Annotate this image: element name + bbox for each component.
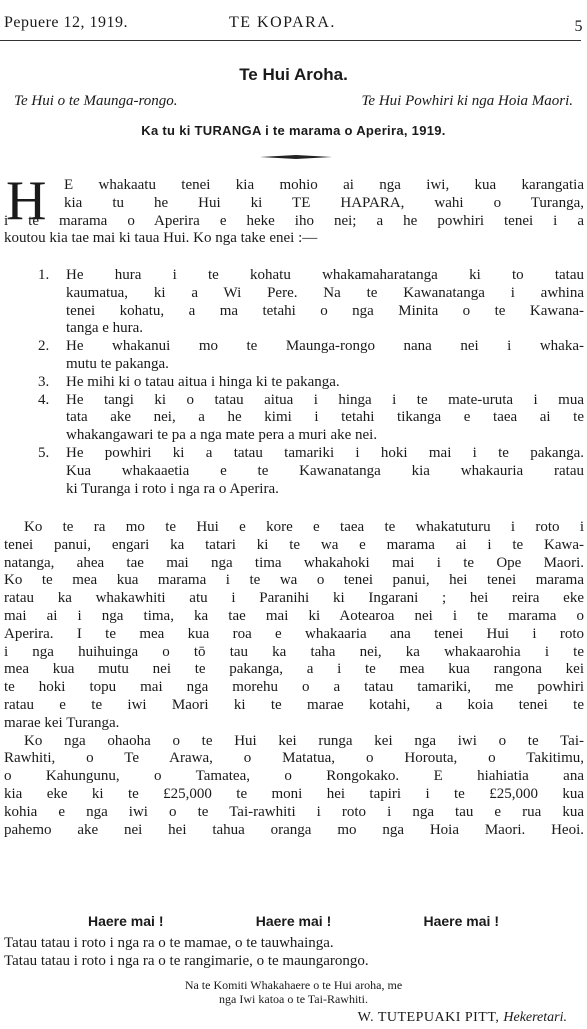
text-line: natanga, ahea tae mai nga tima whakahoki mai i te Ope Maori. [4,554,584,571]
list-item [4,392,584,445]
article-subtitle [14,93,573,110]
text-line: ratau ka whakawhiti atu i Paranihi ki Ingarani ; hei reira eke [4,590,584,607]
text-line: Na te Komiti Whakahaere o te Hui aroha, me [184,978,403,992]
publication-name: TE KOPARA. [229,14,336,31]
text-line: He whakanui mo te Maunga-rongo nana nei i whaka- [66,338,584,355]
text-line: Ko te ra mo te Hui e kore e taea te whakatuturu i roto i [24,519,584,535]
drop-cap: H [6,170,47,232]
header-rule [0,40,581,41]
text-line: ki Turanga i roto i nga ra o Aperira. [66,480,279,497]
text-line: He mihi ki o tatau aitua i hinga ki te pakanga. [66,373,340,390]
haere-mai: Haere mai ! [423,913,499,929]
text-line: i nga huihuinga o tō tau ka taha nei, ka whakaarohia i te [4,643,584,660]
text-line: Ko nga ohaoha o te Hui kei runga kei nga iwi o te Tai- [24,732,584,749]
haere-mai-line [88,913,499,929]
signature-name: W. TUTEPUAKI PITT, [357,1010,500,1025]
text-line: tata ake nei, a he kimi i tetahi tikanga e taea ai te [66,409,584,426]
list-number: 4. [38,391,50,408]
issue-date: Pepuere 12, 1919. [4,14,129,31]
page-number: 5 [574,18,583,35]
paragraph [4,733,584,840]
text-line: o Kahungunu, o Tamatea, o Rongokako. E hiahiatia ana [4,768,584,785]
text-line: He powhiri ki a tatau tamariki i hoki mai i te pakanga. [66,444,584,461]
haere-mai: Haere mai ! [88,913,164,929]
article-dateline: Ka tu ki TURANGA i te marama o Aperira, 1919. [141,123,446,138]
text-line: Kua whakaaetia e te Kawanatanga kia whakauria ratau [66,462,584,479]
body-paragraphs [4,519,584,839]
list-item [4,374,584,392]
article-title: Te Hui Aroha. [239,65,348,84]
text-line: marae kei Turanga. [4,714,120,731]
text-line: mea kua mutu nei te pakanga, a i te mea kua rangona kei [4,661,584,678]
list-number: 3. [38,373,50,390]
text-line: He tangi ki o tatau aitua i hinga i te mate-uruta i mua [66,391,584,408]
list-number: 5. [38,444,50,461]
list-number: 1. [38,267,50,283]
text-line: tenei kohatu, a ma tetahi o nga Minita o te Kawana- [66,302,584,319]
subtitle-left: Te Hui o te Maunga-rongo. [14,93,178,109]
text-line: whakangawari te pa a nga mate pera a muri ake nei. [66,427,378,444]
haere-mai: Haere mai ! [255,913,332,929]
tatau-lines [4,935,584,971]
ornament-divider [258,152,334,162]
list-item [4,338,584,374]
agenda-list [4,267,584,498]
intro-paragraph [4,170,584,248]
text-line: tanga e hura. [66,320,144,337]
text-line: mai ai i nga tima, ka tae mai ki Aotearoa nei i te marama o [4,607,584,624]
text-line: E whakaatu tenei kia mohio ai nga iwi, kua karangatia [64,177,584,193]
text-line: kaumatua, ki a Wi Pere. Na te Kawanatanga i awhina [66,284,584,301]
text-line: nga Iwi katoa o te Tai-Rawhiti. [219,992,368,1006]
text-line: pahemo ake nei hei tahua oranga mo nga Hoia Maori. Heoi. [4,821,584,838]
text-line: kia eke ki te £25,000 te moni hei tapiri i te £25,000 kua [4,785,584,802]
committee-note [0,978,587,1006]
text-line: i te marama o Aperira e heke iho nei; a he powhiri tenei i a [4,212,584,229]
text-line: Tatau tatau i roto i nga ra o te mamae, o te tauwhainga. [4,935,334,951]
text-line: Rawhiti, o Te Arawa, o Matatua, o Horouta, o Takitimu, [4,750,584,767]
text-line: kohia e nga iwi o te Tai-rawhiti i roto i nga tau e rua kua [4,803,584,820]
text-line: mutu te pakanga. [66,355,169,372]
running-head [4,14,583,36]
list-item [4,445,584,498]
text-line: kia tu he Hui ki TE HAPARA, wahi o Turanga, [64,194,584,211]
paragraph [4,519,584,733]
list-item [4,267,584,338]
text-line: Aperira. I te mea kua roa e whakaaria ana tenei Hui i roto [4,625,584,642]
text-line: Ko te mea kua marama i te wa o tenei panui, hei tenei marama [4,572,584,589]
signature [358,1010,567,1026]
text-line: koutou kia tae mai ki taua Hui. Ko nga take enei :— [4,230,318,247]
subtitle-right: Te Hui Powhiri ki nga Hoia Maori. [361,93,573,109]
text-line: tenei panui, engari ka tatari ki te wa e marama ai i te Kawa- [4,536,584,553]
text-line: Tatau tatau i roto i nga ra o te rangimarie, o te maungarongo. [4,952,369,969]
text-line: te hoki topu mai nga morehu o a tatau tamariki, me powhiri [4,679,584,696]
text-line: He hura i te kohatu whakamaharatanga ki to tatau [66,267,584,283]
signature-role: Hekeretari. [503,1010,567,1025]
text-line: ratau e te iwi Maori ki te marae kotahi, a koia tenei te [4,696,584,713]
list-number: 2. [38,338,50,355]
